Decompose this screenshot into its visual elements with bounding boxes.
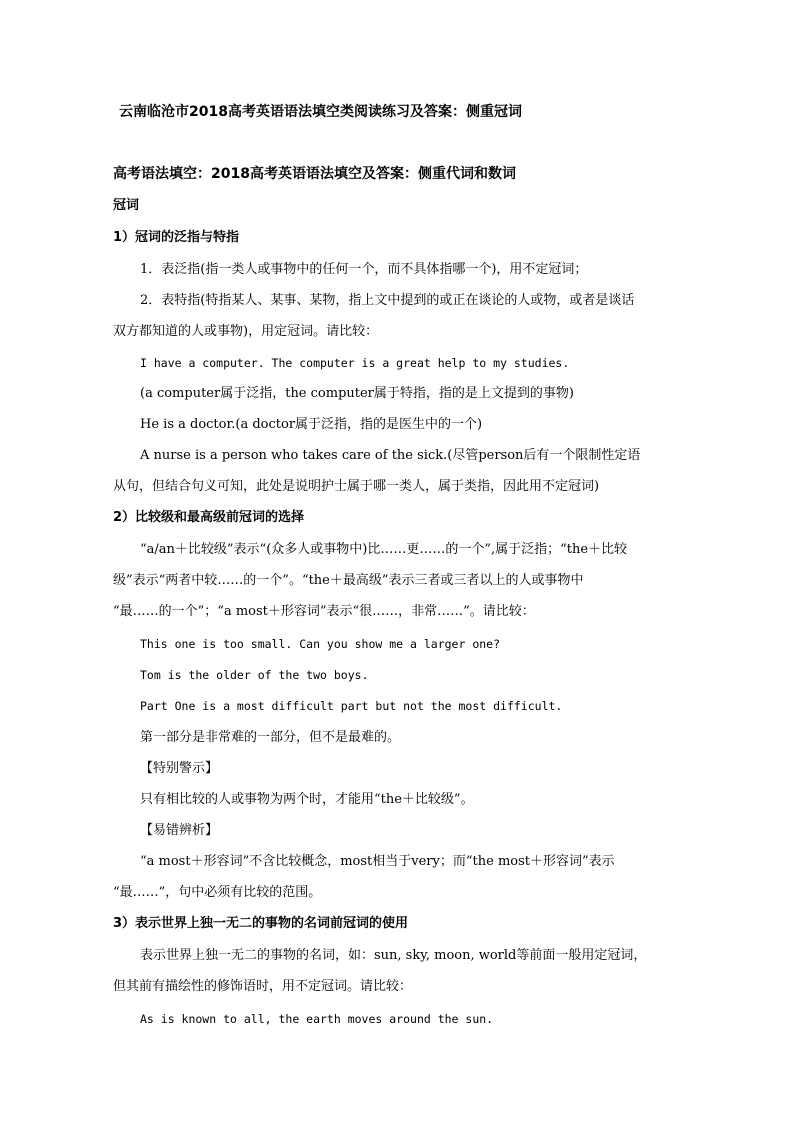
part3-example1: As is known to all, the earth moves around the sun. — [140, 1012, 494, 1026]
error-analysis-line2: “最……”，句中必须有比较的范围。 — [113, 885, 322, 900]
part1-example1: I have a computer. The computer is a great help to my studies. — [140, 356, 570, 370]
special-warning-label: 【特别警示】 — [140, 761, 219, 776]
document-title: 云南临沧市2018高考英语语法填空类阅读练习及答案：侧重冠词 — [119, 104, 522, 120]
part1-example1-note: (a computer属于泛指，the computer属于特指，指的是上文提到的事物) — [140, 386, 574, 401]
document-subtitle: 高考语法填空：2018高考英语语法填空及答案：侧重代词和数词 — [113, 166, 516, 182]
part1-example2: He is a doctor.(a doctor属于泛指，指的是医生中的一个) — [140, 417, 483, 432]
part2-example1: This one is too small. Can you show me a larger one? — [140, 637, 501, 651]
part1-item2-line1: 2．表特指(特指某人、某事、某物，指上文中提到的或正在谈论的人或物，或者是谈话 — [140, 293, 635, 308]
part1-example3-line2: 从句，但结合句义可知，此处是说明护士属于哪一类人，属于类指，因此用不定冠词) — [113, 479, 600, 494]
part2-example3: Part One is a most difficult part but not the most difficult. — [140, 699, 563, 713]
part2-paragraph-line3: “最……的一个”；“a most＋形容词”表示“很……，非常……”。请比较： — [113, 604, 535, 619]
part1-heading: 1）冠词的泛指与特指 — [113, 230, 240, 245]
part2-paragraph-line2: 级”表示“两者中较……的一个”。“the＋最高级”表示三者或三者以上的人或事物中 — [113, 573, 584, 588]
part1-item2-line2: 双方都知道的人或事物)，用定冠词。请比较： — [113, 324, 379, 339]
part2-example3-translation: 第一部分是非常难的一部分，但不是最难的。 — [140, 730, 401, 745]
part2-heading: 2）比较级和最高级前冠词的选择 — [113, 510, 305, 525]
special-warning-text: 只有相比较的人或事物为两个时，才能用“the＋比较级”。 — [140, 792, 474, 807]
part3-paragraph-line1: 表示世界上独一无二的事物的名词，如：sun, sky, moon, world等前面一般用定冠词， — [140, 948, 647, 963]
section-heading: 冠词 — [113, 198, 140, 213]
error-analysis-label: 【易错辨析】 — [140, 823, 219, 838]
part3-paragraph-line2: 但其前有描绘性的修饰语时，用不定冠词。请比较： — [113, 979, 413, 994]
part2-paragraph-line1: “a/an＋比较级”表示“(众多人或事物中)比……更……的一个”,属于泛指；“the＋比较 — [140, 542, 628, 557]
part1-item1: 1．表泛指(指一类人或事物中的任何一个，而不具体指哪一个)，用不定冠词； — [140, 262, 588, 277]
part1-example3-line1: A nurse is a person who takes care of the sick.(尽管person后有一个限制性定语 — [140, 448, 641, 463]
part3-heading: 3）表示世界上独一无二的事物的名词前冠词的使用 — [113, 916, 409, 931]
error-analysis-line1: “a most＋形容词”不含比较概念，most相当于very；而“the most＋形容词”表示 — [140, 854, 615, 869]
part2-example2: Tom is the older of the two boys. — [140, 668, 369, 682]
